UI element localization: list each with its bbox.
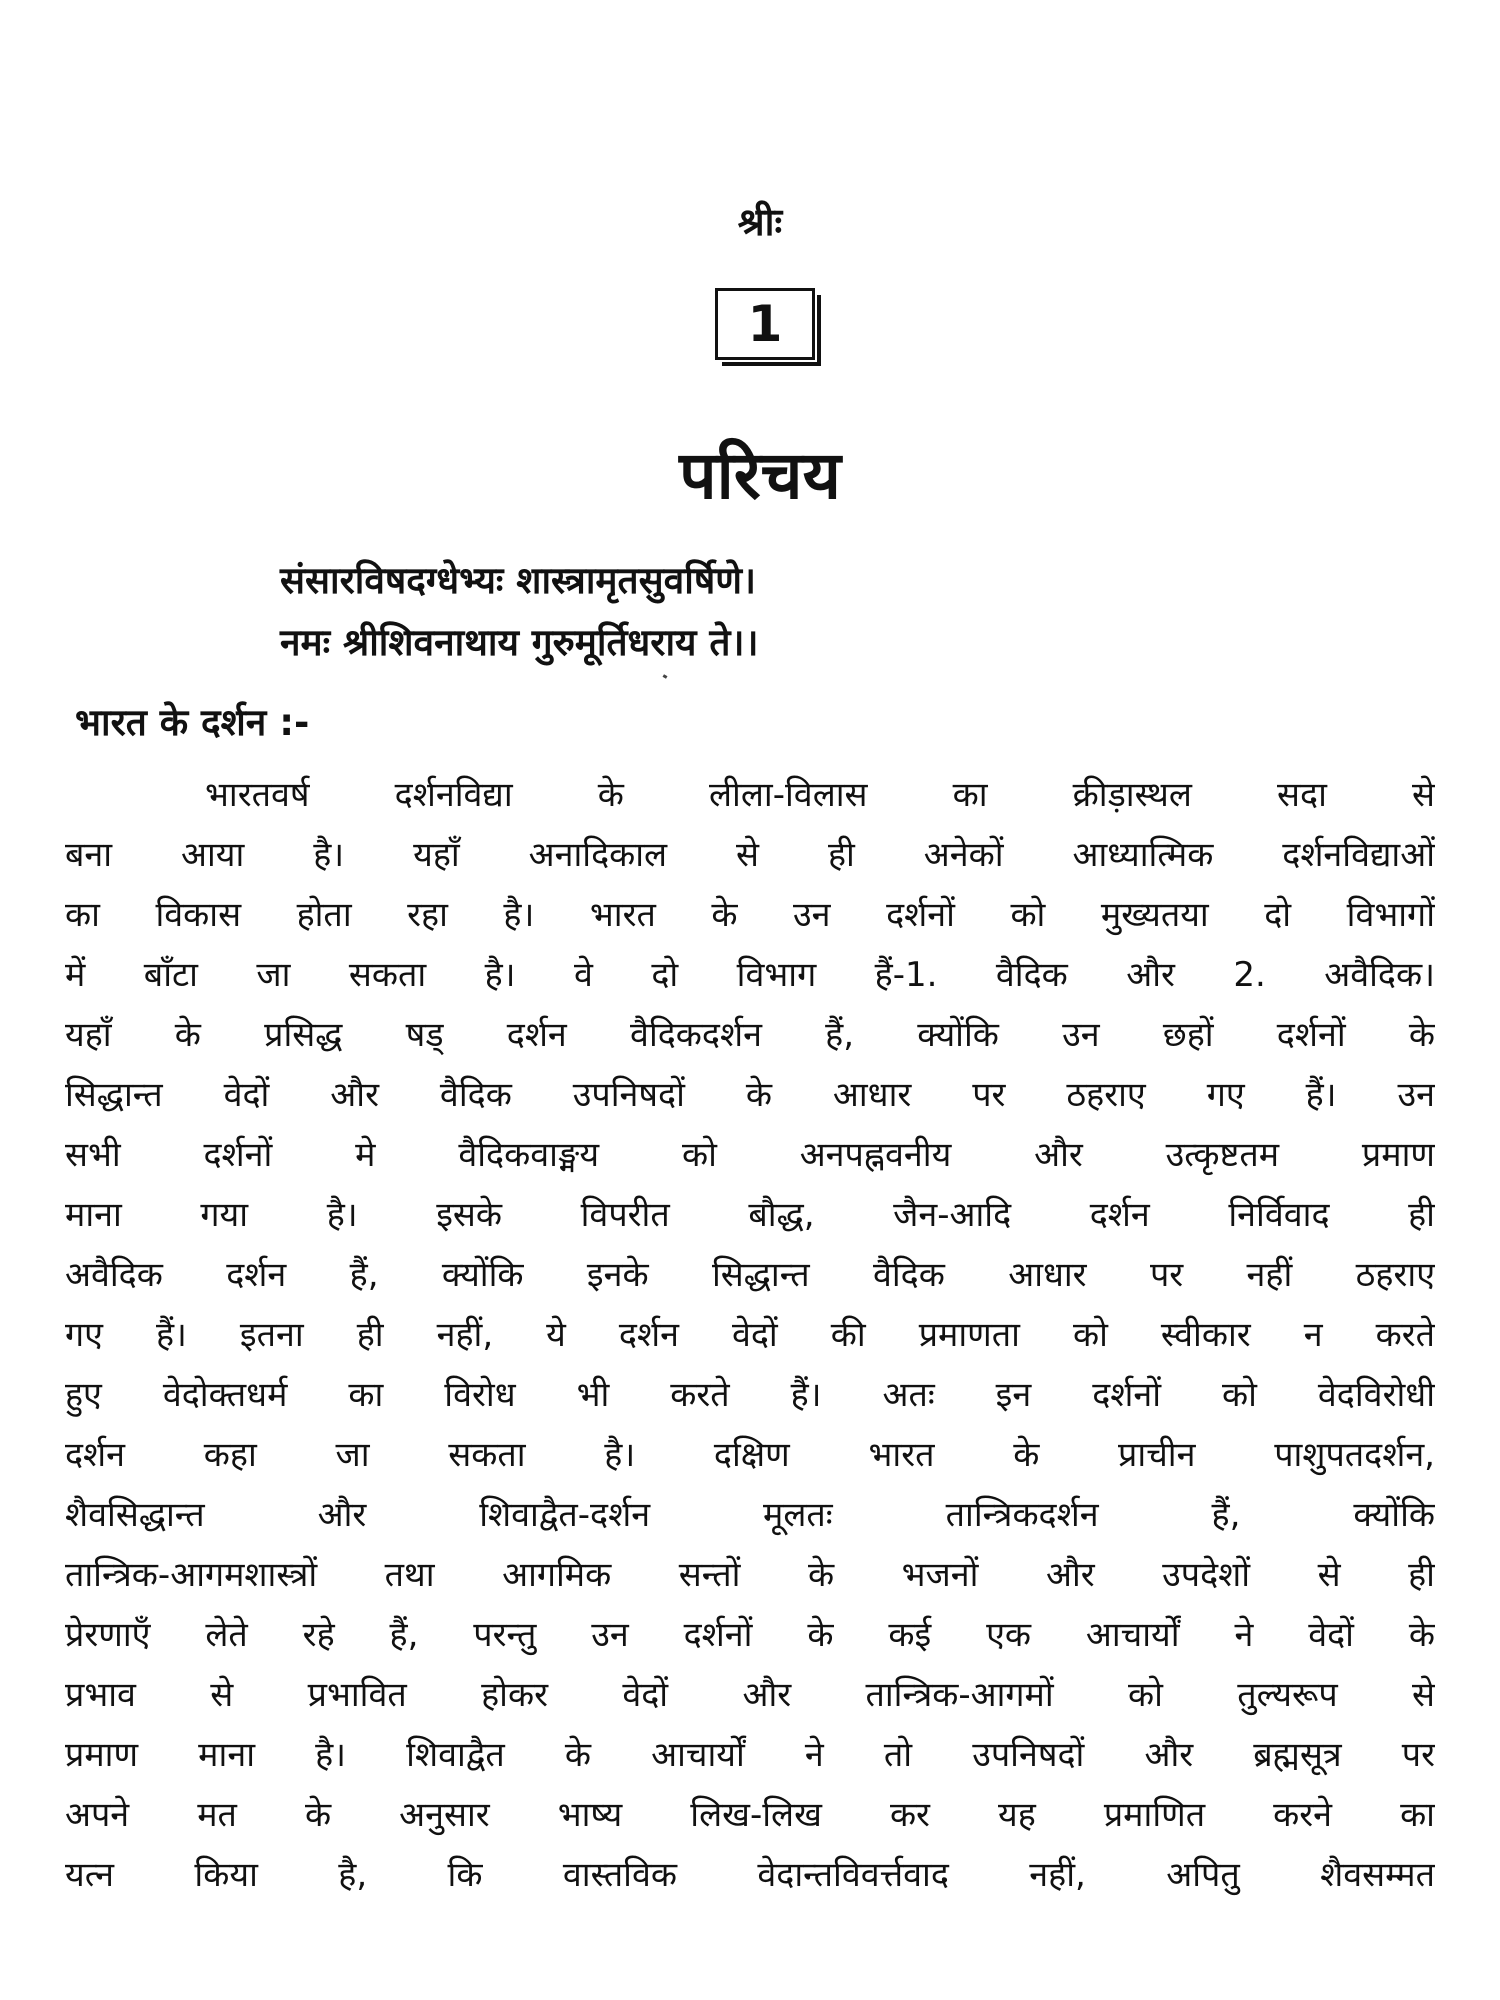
paragraph-line: सभी दर्शनों मे वैदिकवाङ्मय को अनपह्नवनीय और उत्कृष्टतम प्रमाण (65, 1135, 1435, 1175)
paragraph-line: तान्त्रिक-आगमशास्त्रों तथा आगमिक सन्तों के भजनों और उपदेशों से ही (65, 1555, 1435, 1595)
body-paragraph (65, 765, 1435, 1905)
paragraph-line: प्रमाण माना है। शिवाद्वैत के आचार्यों ने तो उपनिषदों और ब्रह्मसूत्र पर (65, 1735, 1435, 1775)
chapter-title: परिचय (679, 437, 841, 514)
verse-line-2: नमः श्रीशिवनाथाय गुरुमूर्तिधराय ते।। (280, 621, 759, 664)
paragraph-line: प्रभाव से प्रभावित होकर वेदों और तान्त्रिक-आगमों को तुल्यरूप से (65, 1675, 1435, 1715)
paragraph-line: हुए वेदोक्तधर्म का विरोध भी करते हैं। अतः इन दर्शनों को वेदविरोधी (65, 1375, 1435, 1415)
paragraph-line: दर्शन कहा जा सकता है। दक्षिण भारत के प्राचीन पाशुपतदर्शन, (65, 1435, 1435, 1475)
paragraph-line: का विकास होता रहा है। भारत के उन दर्शनों को मुख्यतया दो विभागों (65, 895, 1435, 935)
paragraph-line: गए हैं। इतना ही नहीं, ये दर्शन वेदों की प्रमाणता को स्वीकार न करते (65, 1315, 1435, 1355)
paragraph-line: भारतवर्ष दर्शनविद्या के लीला-विलास का क्रीड़ास्थल सदा से (205, 775, 1435, 815)
paragraph-line: शैवसिद्धान्त और शिवाद्वैत-दर्शन मूलतः तान्त्रिकदर्शन हैं, क्योंकि (65, 1495, 1435, 1535)
chapter-number-box (715, 288, 815, 360)
invocation-heading: श्रीः (737, 200, 783, 244)
paragraph-line: माना गया है। इसके विपरीत बौद्ध, जैन-आदि दर्शन निर्विवाद ही (65, 1195, 1435, 1235)
paragraph-line: यत्न किया है, कि वास्तविक वेदान्तविवर्त्तवाद नहीं, अपितु शैवसम्मत (65, 1855, 1435, 1895)
paragraph-line: अवैदिक दर्शन हैं, क्योंकि इनके सिद्धान्त वैदिक आधार पर नहीं ठहराए (65, 1255, 1435, 1295)
paragraph-line: बना आया है। यहाँ अनादिकाल से ही अनेकों आध्यात्मिक दर्शनविद्याओं (65, 835, 1435, 875)
verse-line-1: संसारविषदग्धेभ्यः शास्त्रामृतसुवर्षिणे। (280, 559, 756, 602)
paragraph-line: में बाँटा जा सकता है। वे दो विभाग हैं-1. वैदिक और 2. अवैदिक। (65, 955, 1435, 995)
paragraph-line: यहाँ के प्रसिद्ध षड् दर्शन वैदिकदर्शन हैं, क्योंकि उन छहों दर्शनों के (65, 1015, 1435, 1055)
paragraph-line: सिद्धान्त वेदों और वैदिक उपनिषदों के आधार पर ठहराए गए हैं। उन (65, 1075, 1435, 1115)
print-speck (663, 674, 668, 679)
paragraph-line: प्रेरणाएँ लेते रहे हैं, परन्तु उन दर्शनों के कई एक आचार्यों ने वेदों के (65, 1615, 1435, 1655)
chapter-number: 1 (747, 295, 783, 353)
paragraph-line: अपने मत के अनुसार भाष्य लिख-लिख कर यह प्रमाणित करने का (65, 1795, 1435, 1835)
section-heading: भारत के दर्शन :- (75, 701, 310, 744)
